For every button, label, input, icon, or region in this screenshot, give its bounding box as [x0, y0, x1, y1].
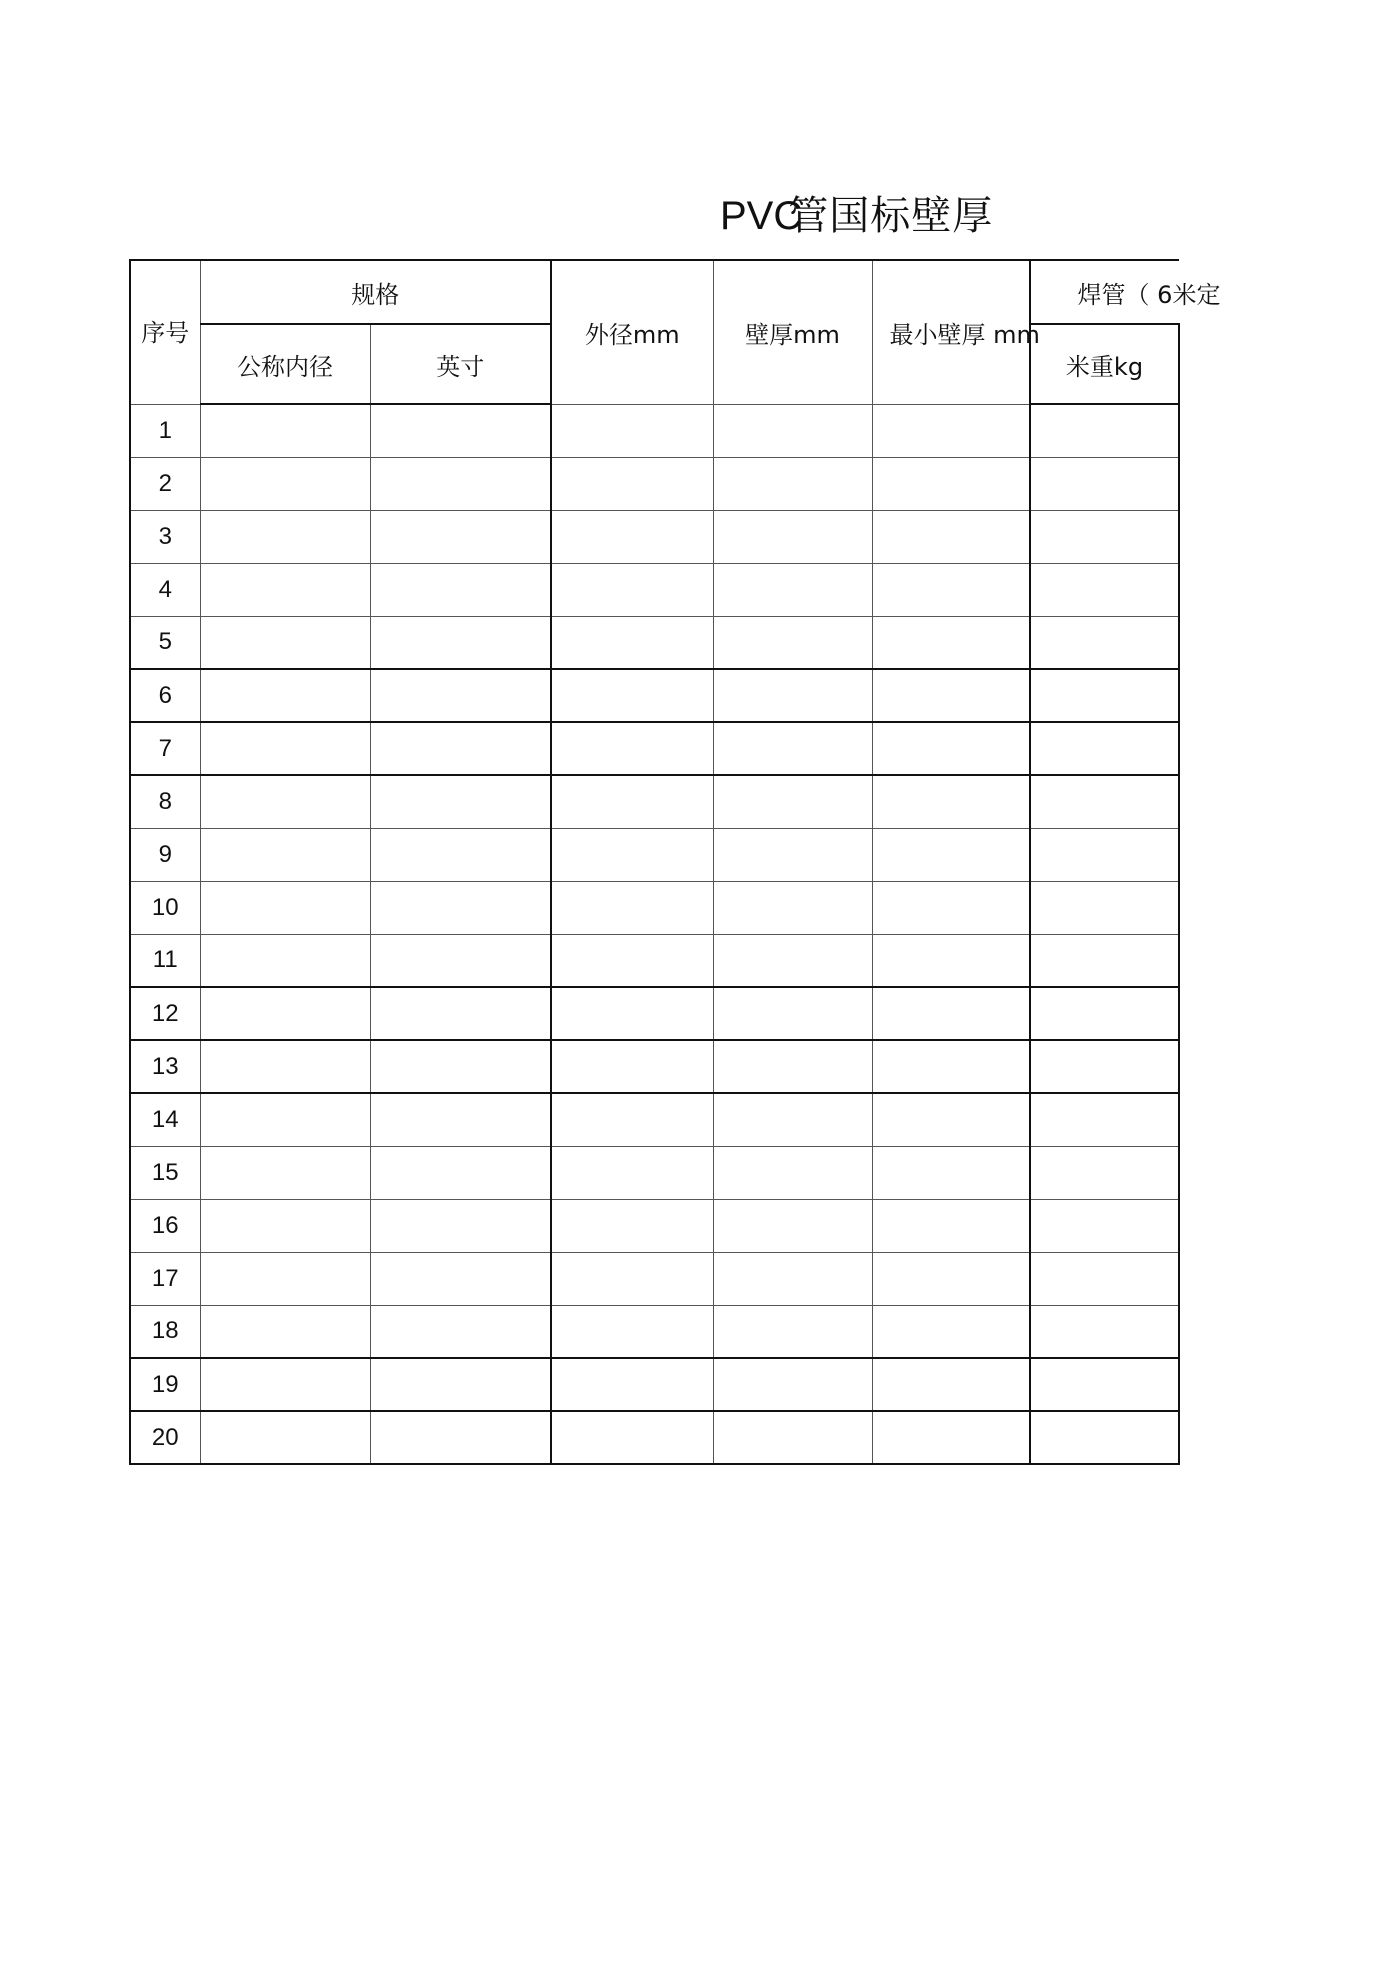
row-number: 14 — [130, 1093, 200, 1146]
table-row — [130, 616, 1179, 669]
row-number: 12 — [130, 987, 200, 1040]
header-weight-per-meter: 米重kg — [1030, 324, 1179, 404]
cell-weight-per-meter — [1030, 616, 1179, 669]
cell-wall-thickness — [713, 1305, 872, 1358]
row-number: 20 — [130, 1411, 200, 1464]
cell-weight-per-meter — [1030, 1093, 1179, 1146]
row-number: 19 — [130, 1358, 200, 1411]
table-row — [130, 1093, 1179, 1146]
cell-weight-per-meter — [1030, 1040, 1179, 1093]
table-row — [130, 934, 1179, 987]
cell-wall-thickness — [713, 987, 872, 1040]
cell-outer-dia — [551, 934, 713, 987]
cell-inch — [370, 1252, 551, 1305]
cell-inch — [370, 1358, 551, 1411]
cell-min-wall-thickness — [872, 987, 1030, 1040]
cell-nominal-inner-dia — [200, 1146, 370, 1199]
cell-weight-per-meter — [1030, 1411, 1179, 1464]
header-nominal-inner-dia: 公称内径 — [200, 324, 370, 404]
header-seq: 序号 — [130, 260, 200, 404]
cell-wall-thickness — [713, 404, 872, 457]
row-number: 11 — [130, 934, 200, 987]
cell-wall-thickness — [713, 1199, 872, 1252]
cell-min-wall-thickness — [872, 404, 1030, 457]
cell-wall-thickness — [713, 669, 872, 722]
cell-nominal-inner-dia — [200, 722, 370, 775]
cell-nominal-inner-dia — [200, 1411, 370, 1464]
cell-wall-thickness — [713, 1093, 872, 1146]
row-number: 16 — [130, 1199, 200, 1252]
row-number: 1 — [130, 404, 200, 457]
cell-nominal-inner-dia — [200, 987, 370, 1040]
row-number: 4 — [130, 563, 200, 616]
cell-inch — [370, 1305, 551, 1358]
cell-outer-dia — [551, 616, 713, 669]
row-number: 2 — [130, 457, 200, 510]
cell-weight-per-meter — [1030, 457, 1179, 510]
cell-weight-per-meter — [1030, 987, 1179, 1040]
row-number: 15 — [130, 1146, 200, 1199]
cell-nominal-inner-dia — [200, 1093, 370, 1146]
cell-outer-dia — [551, 1411, 713, 1464]
cell-weight-per-meter — [1030, 775, 1179, 828]
cell-inch — [370, 828, 551, 881]
cell-weight-per-meter — [1030, 1199, 1179, 1252]
cell-weight-per-meter — [1030, 404, 1179, 457]
cell-wall-thickness — [713, 616, 872, 669]
cell-nominal-inner-dia — [200, 1358, 370, 1411]
cell-weight-per-meter — [1030, 669, 1179, 722]
table-row — [130, 987, 1179, 1040]
cell-nominal-inner-dia — [200, 457, 370, 510]
cell-wall-thickness — [713, 1411, 872, 1464]
cell-min-wall-thickness — [872, 1093, 1030, 1146]
cell-nominal-inner-dia — [200, 1305, 370, 1358]
cell-min-wall-thickness — [872, 1040, 1030, 1093]
cell-outer-dia — [551, 1305, 713, 1358]
header-welded-pipe: 焊管（ 6米定 — [1030, 260, 1179, 324]
cell-inch — [370, 669, 551, 722]
cell-nominal-inner-dia — [200, 669, 370, 722]
table-row — [130, 1252, 1179, 1305]
table-row — [130, 722, 1179, 775]
cell-nominal-inner-dia — [200, 934, 370, 987]
cell-inch — [370, 457, 551, 510]
row-number: 8 — [130, 775, 200, 828]
cell-outer-dia — [551, 1146, 713, 1199]
cell-inch — [370, 775, 551, 828]
cell-outer-dia — [551, 722, 713, 775]
cell-min-wall-thickness — [872, 563, 1030, 616]
cell-wall-thickness — [713, 881, 872, 934]
cell-min-wall-thickness — [872, 1252, 1030, 1305]
cell-nominal-inner-dia — [200, 616, 370, 669]
cell-weight-per-meter — [1030, 510, 1179, 563]
cell-outer-dia — [551, 828, 713, 881]
row-number: 6 — [130, 669, 200, 722]
cell-min-wall-thickness — [872, 1146, 1030, 1199]
cell-min-wall-thickness — [872, 1358, 1030, 1411]
row-number: 17 — [130, 1252, 200, 1305]
row-number: 3 — [130, 510, 200, 563]
cell-inch — [370, 1411, 551, 1464]
row-number: 18 — [130, 1305, 200, 1358]
row-number: 9 — [130, 828, 200, 881]
cell-wall-thickness — [713, 457, 872, 510]
cell-outer-dia — [551, 881, 713, 934]
cell-inch — [370, 1146, 551, 1199]
table-row — [130, 457, 1179, 510]
cell-min-wall-thickness — [872, 457, 1030, 510]
cell-weight-per-meter — [1030, 934, 1179, 987]
cell-outer-dia — [551, 669, 713, 722]
header-min-wall-thickness: 最小壁厚 mm — [872, 260, 1030, 404]
cell-weight-per-meter — [1030, 563, 1179, 616]
cell-inch — [370, 722, 551, 775]
cell-outer-dia — [551, 1040, 713, 1093]
cell-min-wall-thickness — [872, 510, 1030, 563]
table-row — [130, 563, 1179, 616]
cell-wall-thickness — [713, 775, 872, 828]
cell-weight-per-meter — [1030, 1305, 1179, 1358]
cell-wall-thickness — [713, 563, 872, 616]
cell-min-wall-thickness — [872, 881, 1030, 934]
table-row — [130, 1358, 1179, 1411]
cell-outer-dia — [551, 510, 713, 563]
table-row — [130, 1305, 1179, 1358]
cell-inch — [370, 1199, 551, 1252]
cell-inch — [370, 934, 551, 987]
cell-nominal-inner-dia — [200, 828, 370, 881]
cell-weight-per-meter — [1030, 722, 1179, 775]
cell-wall-thickness — [713, 1252, 872, 1305]
header-outer-dia: 外径mm — [551, 260, 713, 404]
cell-outer-dia — [551, 404, 713, 457]
cell-min-wall-thickness — [872, 722, 1030, 775]
cell-weight-per-meter — [1030, 1358, 1179, 1411]
cell-outer-dia — [551, 563, 713, 616]
cell-min-wall-thickness — [872, 1305, 1030, 1358]
cell-inch — [370, 1093, 551, 1146]
cell-outer-dia — [551, 1093, 713, 1146]
cell-outer-dia — [551, 775, 713, 828]
cell-inch — [370, 563, 551, 616]
row-number: 5 — [130, 616, 200, 669]
title-prefix: PVC — [720, 194, 803, 238]
table-row — [130, 1411, 1179, 1464]
header-inch: 英寸 — [370, 324, 551, 404]
cell-wall-thickness — [713, 510, 872, 563]
cell-inch — [370, 404, 551, 457]
document-title — [720, 188, 993, 244]
pipe-spec-table — [129, 259, 1221, 1465]
row-number: 7 — [130, 722, 200, 775]
cell-nominal-inner-dia — [200, 1040, 370, 1093]
table-row — [130, 828, 1179, 881]
cell-min-wall-thickness — [872, 828, 1030, 881]
cell-min-wall-thickness — [872, 934, 1030, 987]
cell-inch — [370, 881, 551, 934]
cell-wall-thickness — [713, 722, 872, 775]
cell-nominal-inner-dia — [200, 510, 370, 563]
row-number: 13 — [130, 1040, 200, 1093]
table-row — [130, 404, 1179, 457]
cell-wall-thickness — [713, 1040, 872, 1093]
cell-inch — [370, 987, 551, 1040]
cell-weight-per-meter — [1030, 1146, 1179, 1199]
cell-outer-dia — [551, 457, 713, 510]
cell-min-wall-thickness — [872, 1411, 1030, 1464]
header-wall-thickness: 壁厚mm — [713, 260, 872, 404]
cell-outer-dia — [551, 1358, 713, 1411]
cell-nominal-inner-dia — [200, 563, 370, 616]
cell-outer-dia — [551, 1199, 713, 1252]
table-row — [130, 510, 1179, 563]
cell-inch — [370, 616, 551, 669]
cell-min-wall-thickness — [872, 616, 1030, 669]
row-number: 10 — [130, 881, 200, 934]
table-row — [130, 1146, 1179, 1199]
cell-nominal-inner-dia — [200, 881, 370, 934]
cell-nominal-inner-dia — [200, 1252, 370, 1305]
cell-min-wall-thickness — [872, 669, 1030, 722]
table-row — [130, 669, 1179, 722]
table-row — [130, 1199, 1179, 1252]
cell-weight-per-meter — [1030, 828, 1179, 881]
cell-nominal-inner-dia — [200, 1199, 370, 1252]
cell-inch — [370, 1040, 551, 1093]
title-main: 管国标壁厚 — [788, 193, 994, 239]
cell-outer-dia — [551, 1252, 713, 1305]
cell-wall-thickness — [713, 1358, 872, 1411]
cell-wall-thickness — [713, 1146, 872, 1199]
cell-min-wall-thickness — [872, 1199, 1030, 1252]
cell-nominal-inner-dia — [200, 775, 370, 828]
cell-nominal-inner-dia — [200, 404, 370, 457]
cell-wall-thickness — [713, 828, 872, 881]
header-spec: 规格 — [200, 260, 551, 324]
cell-inch — [370, 510, 551, 563]
cell-outer-dia — [551, 987, 713, 1040]
table-row — [130, 1040, 1179, 1093]
cell-weight-per-meter — [1030, 1252, 1179, 1305]
table-row — [130, 881, 1179, 934]
cell-wall-thickness — [713, 934, 872, 987]
table-row — [130, 775, 1179, 828]
cell-min-wall-thickness — [872, 775, 1030, 828]
cell-weight-per-meter — [1030, 881, 1179, 934]
